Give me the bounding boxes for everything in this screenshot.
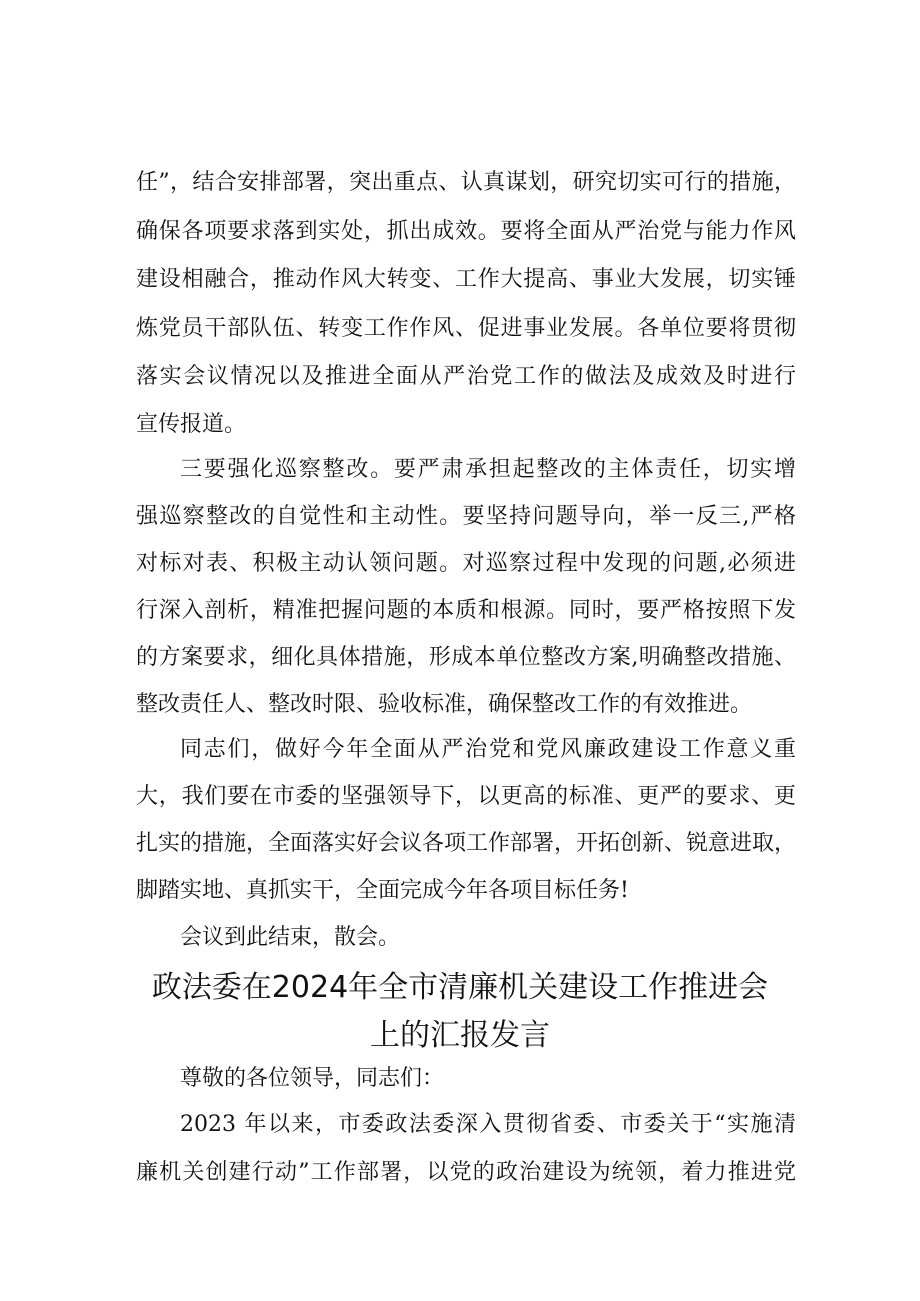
text-line: 任”，结合安排部署，突出重点、认真谋划，研究切实可行的措施，: [136, 170, 796, 195]
text-line: 宣传报道。: [136, 412, 247, 437]
text-line: 建设相融合，推动作风大转变、工作大提高、事业大发展，切实锤: [136, 267, 796, 292]
text-line: 脚踏实地、真抓实干，全面完成今年各项目标任务!: [136, 878, 629, 903]
text-line: 确保各项要求落到实处，抓出成效。要将全面从严治党与能力作风: [136, 219, 796, 244]
text-line: 整改责任人、整改时限、验收标准，确保整改工作的有效推进。: [136, 692, 753, 717]
text-line: 大，我们要在市委的坚强领导下，以更高的标准、更严的要求、更: [136, 784, 796, 809]
section-heading-line-2: 上的汇报发言: [370, 1018, 550, 1053]
text-line: 落实会议情况以及推进全面从严治党工作的做法及成效及时进行: [136, 364, 796, 389]
text-line: 行深入剖析，精准把握问题的本质和根源。同时，要严格按照下发: [136, 598, 796, 623]
text-line: 会议到此结束，散会。: [180, 925, 401, 950]
text-line: 的方案要求，细化具体措施，形成本单位整改方案,明确整改措施、: [136, 645, 796, 670]
text-line: 三要强化巡察整改。要严肃承担起整改的主体责任，切实增: [180, 457, 796, 482]
section-heading-line-1: 政法委在2024年全市清廉机关建设工作推进会: [151, 970, 769, 1005]
text-line: 对标对表、积极主动认领问题。对巡察过程中发现的问题,必须进: [136, 551, 796, 576]
text-line: 强巡察整改的自觉性和主动性。要坚持问题导向，举一反三,严格: [136, 504, 796, 529]
text-line: 扎实的措施，全面落实好会议各项工作部署，开拓创新、锐意进取，: [136, 831, 797, 856]
salutation: 尊敬的各位领导，同志们：: [180, 1066, 445, 1091]
text-line: 同志们，做好今年全面从严治党和党风廉政建设工作意义重: [180, 737, 796, 762]
text-line: 廉机关创建行动”工作部署，以党的政治建设为统领，着力推进党: [136, 1160, 796, 1185]
text-line: 2023 年以来，市委政法委深入贯彻省委、市委关于“实施清: [180, 1112, 796, 1137]
text-line: 炼党员干部队伍、转变工作作风、促进事业发展。各单位要将贯彻: [136, 316, 796, 341]
